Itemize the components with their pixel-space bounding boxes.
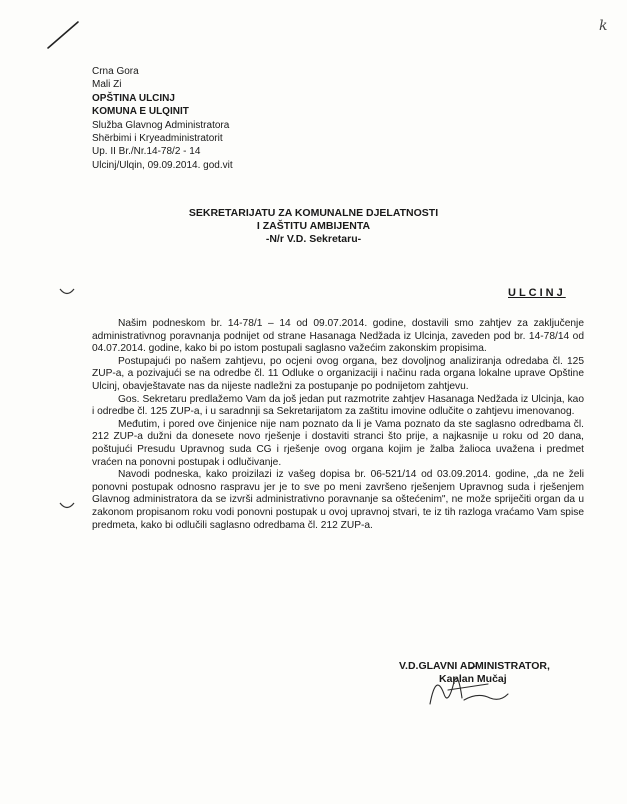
body-paragraph: Našim podneskom br. 14-78/1 – 14 od 09.07.2014. godine, dostavili smo zahtjev za zaključenje administrativnog poravnanja podnijet od strane Hasanaga Nedžada iz Ulcinja, zaveden pod br. 14-78/14 od 04.07.2014. godine, kako bi po istom postupali saglasno važećim zakonskim propisima. bbox=[92, 318, 584, 355]
corner-handwritten-mark: k bbox=[599, 18, 608, 34]
binder-hole-mark bbox=[58, 500, 76, 512]
recipient-city: ULCINJ bbox=[508, 287, 566, 299]
header-country-alt: Mali Zi bbox=[92, 79, 122, 91]
header-municipality-alt: KOMUNA E ULQINIT bbox=[92, 106, 189, 118]
letter-body bbox=[92, 318, 584, 532]
header-service-alt: Shërbimi i Kryeadministratorit bbox=[92, 133, 223, 145]
signatory-name: Kaplan Mučaj bbox=[439, 673, 507, 685]
body-paragraph: Međutim, i pored ove činjenice nije nam poznato da li je Vama poznato da ste saglasno odredbama čl. 212 ZUP-a dužni da donesete novo rješenje i dostaviti stranci što prije, a najkasnije u roku od 20 dana, poštujući Presudu Upravnog suda CG i rješenje ovog organa kojim je žalba žalioca uvažena i predmet vraćen na ponovni postupak i odlučivanje. bbox=[92, 418, 584, 468]
header-service: Služba Glavnog Administratora bbox=[92, 119, 230, 131]
addressee-attention: -N/r V.D. Sekretaru- bbox=[265, 233, 362, 245]
header-reference-number: Up. II Br./Nr.14-78/2 - 14 bbox=[92, 146, 201, 158]
addressee-line: SEKRETARIJATU ZA KOMUNALNE DJELATNOSTI bbox=[188, 207, 439, 219]
body-paragraph: Gos. Sekretaru predlažemo Vam da još jedan put razmotrite zahtjev Hasanaga Nedžada iz Ulcinja, kao i odredbe čl. 125 ZUP-a, i u saradnnji sa Sekretarijatom za zaštitu imovine odlučite o zahtjevu imenovanog. bbox=[92, 393, 584, 418]
addressee-block bbox=[0, 207, 627, 246]
addressee-line: I ZAŠTITU AMBIJENTA bbox=[256, 220, 371, 232]
header-municipality: OPŠTINA ULCINJ bbox=[92, 92, 175, 104]
body-paragraph: Navodi podneska, kako proizilazi iz vašeg dopisa br. 06-521/14 od 03.09.2014. godine, „da ne želi ponovni postupak odnosno raspravu jer je to sve po meni završeno rješenjem Upravnog suda i rješenjem Glavnog administratora da se izvrši administrativno poravnanje sa oštećenim", ne može spriječiti organ da u zakonom propisanom roku vodi ponovni postupak u ovoj upravnoj stvari, te iz tih razloga vraćamo Vam spise predmeta, kako bi odlučili saglasno odredbama čl. 212 ZUP-a. bbox=[92, 469, 584, 531]
handwritten-signature bbox=[418, 664, 514, 710]
pen-stroke-mark bbox=[44, 16, 84, 52]
binder-hole-mark bbox=[58, 286, 76, 298]
header-country: Crna Gora bbox=[92, 66, 139, 77]
body-paragraph: Postupajući po našem zahtjevu, po ocjeni ovog organa, bez dovoljnog analiziranja odredaba čl. 125 ZUP-a, a pozivajući se na odredbe čl. 11 Odluke o organizaciji i načinu rada organa lokalne uprave Opštine Ulcinj, obavještavate nas da nijeste nadležni za postupanje po podnijetom zahtjevu. bbox=[92, 355, 584, 392]
letterhead bbox=[92, 65, 233, 172]
header-place-date: Ulcinj/Ulqin, 09.09.2014. god.vit bbox=[92, 159, 233, 171]
signatory-title: V.D.GLAVNI ADMINISTRATOR, bbox=[399, 660, 550, 672]
